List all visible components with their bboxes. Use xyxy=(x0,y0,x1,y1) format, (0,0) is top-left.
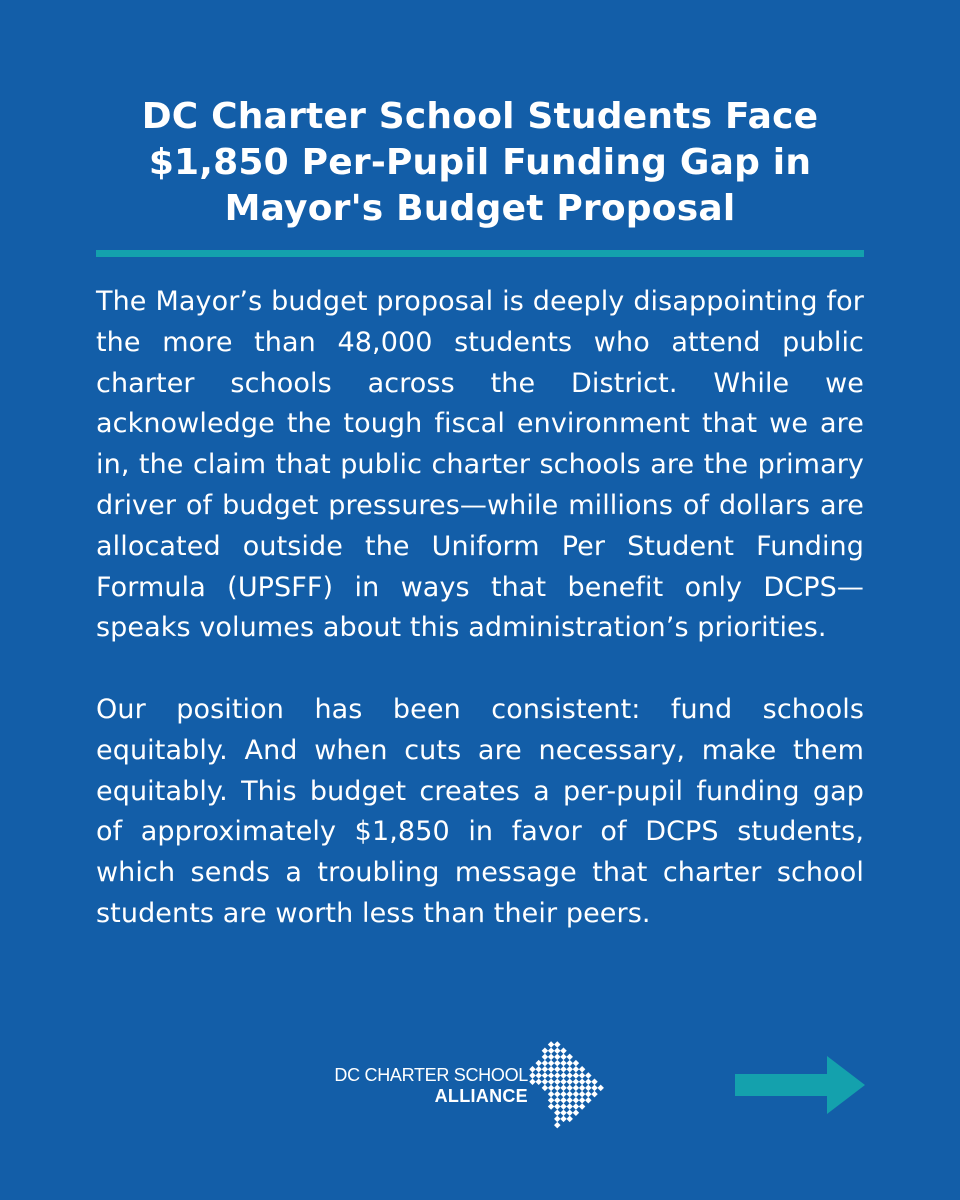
headline-line-3: Mayor's Budget Proposal xyxy=(224,188,736,229)
alliance-logo xyxy=(334,1036,604,1136)
headline-line-2: $1,850 Per-Pupil Funding Gap in xyxy=(148,142,812,183)
headline-divider xyxy=(96,250,864,257)
arrow-right-icon[interactable] xyxy=(735,1056,865,1114)
headline-line-1: DC Charter School Students Face xyxy=(141,96,819,137)
headline xyxy=(96,94,864,232)
logo-text-line-1: DC CHARTER SCHOOL xyxy=(334,1065,528,1085)
logo-text-line-2: ALLIANCE xyxy=(434,1086,528,1106)
dc-map-mosaic-icon xyxy=(524,1036,604,1136)
paragraph-1: The Mayor’s budget proposal is deeply disappointing for the more than 48,000 students who attend public charter schools across the District. While we acknowledge the tough fiscal environment that we are in, the claim that public charter schools are the primary driver of budget pressures—while millions of dollars are allocated outside the Uniform Per Student Funding Formula (UPSFF) in ways that benefit only DCPS—speaks volumes about this administration’s priorities. xyxy=(96,286,864,644)
paragraph-2: Our position has been consistent: fund schools equitably. And when cuts are necessary, make them equitably. This budget creates a per-pupil funding gap of approximately $1,850 in favor of DCPS students, which sends a troubling message that charter school students are worth less than their peers. xyxy=(96,693,864,929)
statement-body xyxy=(96,282,864,935)
